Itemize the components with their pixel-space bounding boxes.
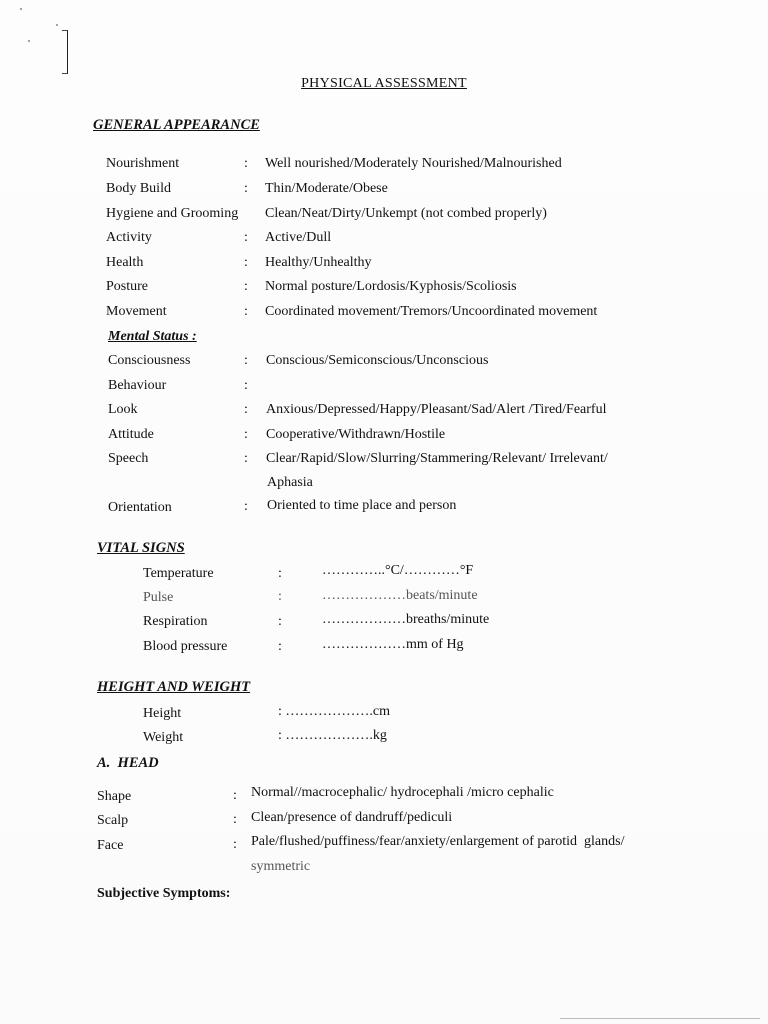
row-value-temperature: …………..°C/…………°F	[322, 563, 474, 578]
row-label-movement: Movement	[106, 304, 167, 319]
row-value-speech-continuation: Aphasia	[267, 475, 313, 490]
row-value-orientation: Oriented to time place and person	[267, 498, 457, 513]
row-value-height: : ……………….cm	[278, 704, 390, 719]
row-colon: :	[233, 788, 237, 803]
row-value-health: Healthy/Unhealthy	[265, 255, 372, 270]
row-value-activity: Active/Dull	[265, 230, 332, 245]
row-colon: :	[233, 812, 237, 827]
row-value-body-build: Thin/Moderate/Obese	[265, 181, 388, 196]
row-label-face: Face	[97, 838, 124, 853]
row-colon: :	[244, 181, 248, 196]
row-label-body-build: Body Build	[106, 181, 171, 196]
row-value-shape: Normal//macrocephalic/ hydrocephali /micro cephalic	[251, 785, 554, 800]
subjective-symptoms-heading: Subjective Symptoms:	[97, 886, 231, 901]
row-value-face-continuation: symmetric	[251, 859, 311, 874]
row-colon: :	[244, 353, 248, 368]
row-value-pulse: ………………beats/minute	[322, 588, 478, 603]
scan-speck	[56, 24, 58, 26]
row-value-nourishment: Well nourished/Moderately Nourished/Malnourished	[265, 156, 562, 171]
row-label-respiration: Respiration	[143, 614, 208, 629]
row-label-speech: Speech	[108, 451, 149, 466]
row-label-temperature: Temperature	[143, 566, 214, 581]
row-label-behaviour: Behaviour	[108, 378, 167, 393]
section-heading-general-appearance: GENERAL APPEARANCE	[93, 117, 260, 133]
row-colon: :	[233, 837, 237, 852]
row-colon: :	[244, 279, 248, 294]
row-colon: :	[278, 639, 282, 654]
row-colon: :	[244, 378, 248, 393]
row-value-face: Pale/flushed/puffiness/fear/anxiety/enlargement of parotid glands/	[251, 834, 625, 849]
scan-speck	[28, 40, 30, 42]
row-label-attitude: Attitude	[108, 427, 154, 442]
row-label-look: Look	[108, 402, 138, 417]
row-label-height: Height	[143, 706, 182, 721]
row-colon: :	[244, 230, 248, 245]
row-label-blood-pressure: Blood pressure	[143, 639, 228, 654]
row-value-hygiene: Clean/Neat/Dirty/Unkempt (not combed properly)	[265, 206, 547, 221]
row-label-hygiene: Hygiene and Grooming	[106, 206, 239, 221]
row-colon: :	[278, 614, 282, 629]
row-colon: :	[244, 499, 248, 514]
row-value-blood-pressure: ………………mm of Hg	[322, 637, 464, 652]
row-label-nourishment: Nourishment	[106, 156, 180, 171]
subheading-mental-status: Mental Status :	[108, 329, 197, 344]
row-label-activity: Activity	[106, 230, 152, 245]
row-value-look: Anxious/Depressed/Happy/Pleasant/Sad/Alert /Tired/Fearful	[266, 402, 607, 417]
row-colon: :	[244, 451, 248, 466]
page-edge-line	[560, 1018, 760, 1019]
row-label-consciousness: Consciousness	[108, 353, 191, 368]
row-label-shape: Shape	[97, 789, 132, 804]
page-title: PHYSICAL ASSESSMENT	[301, 76, 467, 91]
row-colon: :	[278, 566, 282, 581]
section-heading-head: A. HEAD	[97, 755, 159, 771]
margin-bracket-mark	[62, 30, 68, 74]
row-value-respiration: ………………breaths/minute	[322, 612, 490, 627]
section-heading-vital-signs	[97, 540, 229, 557]
row-value-posture: Normal posture/Lordosis/Kyphosis/Scoliosis	[265, 279, 517, 294]
row-value-scalp: Clean/presence of dandruff/pediculi	[251, 810, 453, 825]
row-label-weight: Weight	[143, 730, 184, 745]
section-heading-height-weight: HEIGHT AND WEIGHT	[97, 679, 251, 695]
vital-signs-heading-text: VITAL SIGNS	[97, 540, 185, 556]
row-label-pulse: Pulse	[143, 590, 174, 605]
row-value-attitude: Cooperative/Withdrawn/Hostile	[266, 427, 446, 442]
row-colon: :	[244, 402, 248, 417]
row-label-posture: Posture	[106, 279, 148, 294]
row-colon: :	[244, 156, 248, 171]
row-label-orientation: Orientation	[108, 500, 172, 515]
row-value-movement: Coordinated movement/Tremors/Uncoordinated movement	[265, 304, 598, 319]
row-colon: :	[244, 427, 248, 442]
row-colon: :	[244, 255, 248, 270]
row-colon: :	[278, 589, 282, 604]
row-value-consciousness: Conscious/Semiconscious/Unconscious	[266, 353, 489, 368]
row-label-health: Health	[106, 255, 144, 270]
scan-speck	[20, 8, 22, 10]
row-value-speech: Clear/Rapid/Slow/Slurring/Stammering/Relevant/ Irrelevant/	[266, 451, 608, 466]
row-colon: :	[244, 304, 248, 319]
row-label-scalp: Scalp	[97, 813, 129, 828]
row-value-weight: : ……………….kg	[278, 728, 387, 743]
